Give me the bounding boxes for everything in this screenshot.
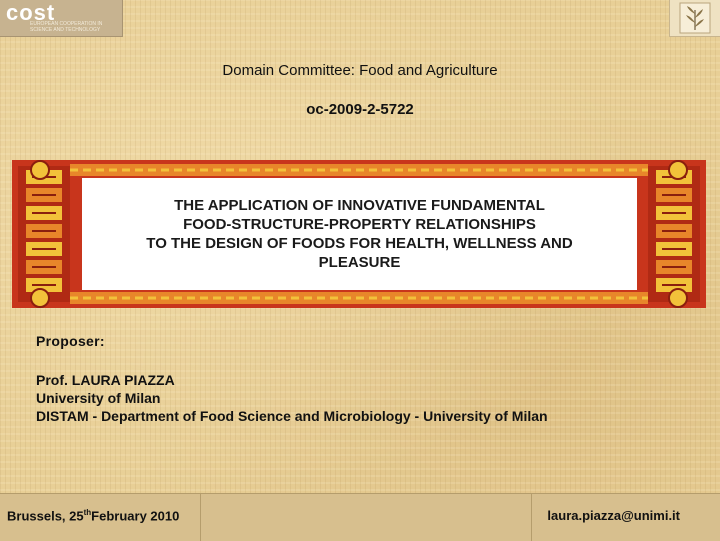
footer-divider (200, 494, 532, 541)
slide-footer (0, 493, 720, 541)
footer-location-sup: th (83, 508, 92, 517)
plant-emblem-icon (669, 0, 720, 37)
action-code: oc-2009-2-5722 (306, 101, 414, 118)
proposer-department: DISTAM - Department of Food Science and Microbiology - University of Milan (36, 408, 548, 424)
footer-location-prefix: Brussels, 25 (7, 508, 84, 524)
proposer-university: University of Milan (36, 390, 161, 406)
cost-logo (0, 0, 123, 37)
slide-title-line: TO THE DESIGN OF FOODS FOR HEALTH, WELLNESS AND (146, 235, 573, 252)
footer-location-suffix: February 2010 (91, 508, 180, 524)
cost-logo-wordmark: cost (6, 0, 56, 25)
committee-heading: Domain Committee: Food and Agriculture (222, 62, 498, 79)
footer-email: laura.piazza@unimi.it (547, 508, 680, 523)
proposer-label: Proposer: (36, 333, 105, 349)
slide-title (82, 196, 637, 272)
proposer-name: Prof. LAURA PIAZZA (36, 372, 175, 388)
cost-logo-tagline: EUROPEAN COOPERATION IN SCIENCE AND TECHNOLOGY (30, 21, 103, 33)
proposer-details (36, 371, 548, 425)
slide-title-line: FOOD-STRUCTURE-PROPERTY RELATIONSHIPS (183, 216, 536, 233)
footer-location-date (7, 508, 179, 523)
slide-title-line: PLEASURE (318, 254, 401, 271)
title-banner (12, 160, 706, 308)
slide-title-line: THE APPLICATION OF INNOVATIVE FUNDAMENTAL (174, 197, 545, 214)
